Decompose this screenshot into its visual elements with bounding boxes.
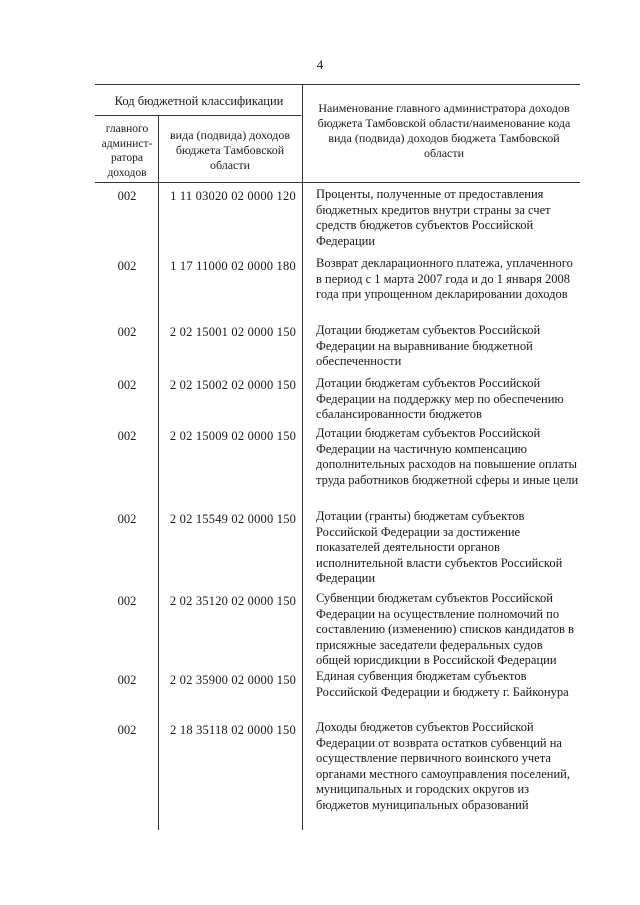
budget-code: 2 02 35120 02 0000 150 bbox=[169, 594, 297, 608]
budget-code: 2 18 35118 02 0000 150 bbox=[170, 723, 296, 737]
revenue-name: Проценты, полученные от предоставления бюджетных кредитов внутри страны за счет средств бюджетов субъектов Российской Федерации bbox=[316, 187, 551, 248]
budget-code: 2 02 15549 02 0000 150 bbox=[169, 512, 297, 526]
header-name-column: Наименование главного администратора доходов бюджета Тамбовской области/наименование кода вида (подвида) доходов бюджета Тамбовской области bbox=[317, 101, 571, 160]
table-top-border bbox=[95, 84, 580, 85]
revenue-name: Субвенции бюджетам субъектов Российской Федерации на осуществление полномочий по составлению (изменению) списков кандидатов в присяжные заседатели федеральных судов общей юрисдикции в Российской Федерации bbox=[316, 591, 574, 667]
budget-code: 2 02 35900 02 0000 150 bbox=[169, 673, 297, 687]
revenue-name: Дотации бюджетам субъектов Российской Федерации на поддержку мер по обеспечению сбалансированности бюджетов bbox=[316, 376, 564, 421]
admin-code: 002 bbox=[117, 673, 137, 687]
revenue-name: Единая субвенция бюджетам субъектов Российской Федерации и бюджету г. Байконура bbox=[316, 669, 569, 699]
admin-code: 002 bbox=[117, 594, 137, 608]
admin-code: 002 bbox=[117, 325, 137, 339]
header-group-title: Код бюджетной классификации bbox=[114, 94, 284, 108]
budget-code: 1 17 11000 02 0000 180 bbox=[170, 259, 296, 273]
header-admin-column: главного админист-ратора доходов bbox=[101, 123, 153, 179]
admin-code: 002 bbox=[117, 378, 137, 392]
admin-code: 002 bbox=[117, 259, 137, 273]
budget-code: 2 02 15001 02 0000 150 bbox=[169, 325, 297, 339]
revenue-name: Возврат декларационного платежа, уплаченного в период с 1 марта 2007 года и до 1 января 2008 года при упрощенном декларировании доходов bbox=[316, 256, 573, 301]
page-number: 4 bbox=[316, 57, 324, 72]
admin-code: 002 bbox=[117, 723, 137, 737]
header-code-column: вида (подвида) доходов бюджета Тамбовской области bbox=[170, 128, 290, 172]
admin-code: 002 bbox=[117, 189, 137, 203]
header-bottom-border bbox=[95, 182, 580, 183]
budget-code: 1 11 03020 02 0000 120 bbox=[170, 189, 296, 203]
revenue-name: Дотации (гранты) бюджетам субъектов Российской Федерации за достижение показателей деятельности органов исполнительной власти субъектов Российской Федерации bbox=[316, 509, 563, 585]
admin-code: 002 bbox=[117, 512, 137, 526]
revenue-name: Дотации бюджетам субъектов Российской Федерации на частичную компенсацию дополнительных расходов на повышение оплаты труда работников бюджетной сферы и иные цели bbox=[316, 426, 579, 487]
group-header-divider bbox=[95, 115, 301, 116]
admin-code: 002 bbox=[117, 429, 137, 443]
budget-code: 2 02 15002 02 0000 150 bbox=[169, 378, 297, 392]
revenue-name: Дотации бюджетам субъектов Российской Федерации на выравнивание бюджетной обеспеченности bbox=[316, 323, 541, 368]
revenue-name: Доходы бюджетов субъектов Российской Федерации от возврата остатков субвенций на осуществление первичного воинского учета органами местного самоуправления поселений, муниципальных и городских округов из бюджетов муниципальных образований bbox=[316, 720, 570, 812]
budget-code: 2 02 15009 02 0000 150 bbox=[169, 429, 297, 443]
